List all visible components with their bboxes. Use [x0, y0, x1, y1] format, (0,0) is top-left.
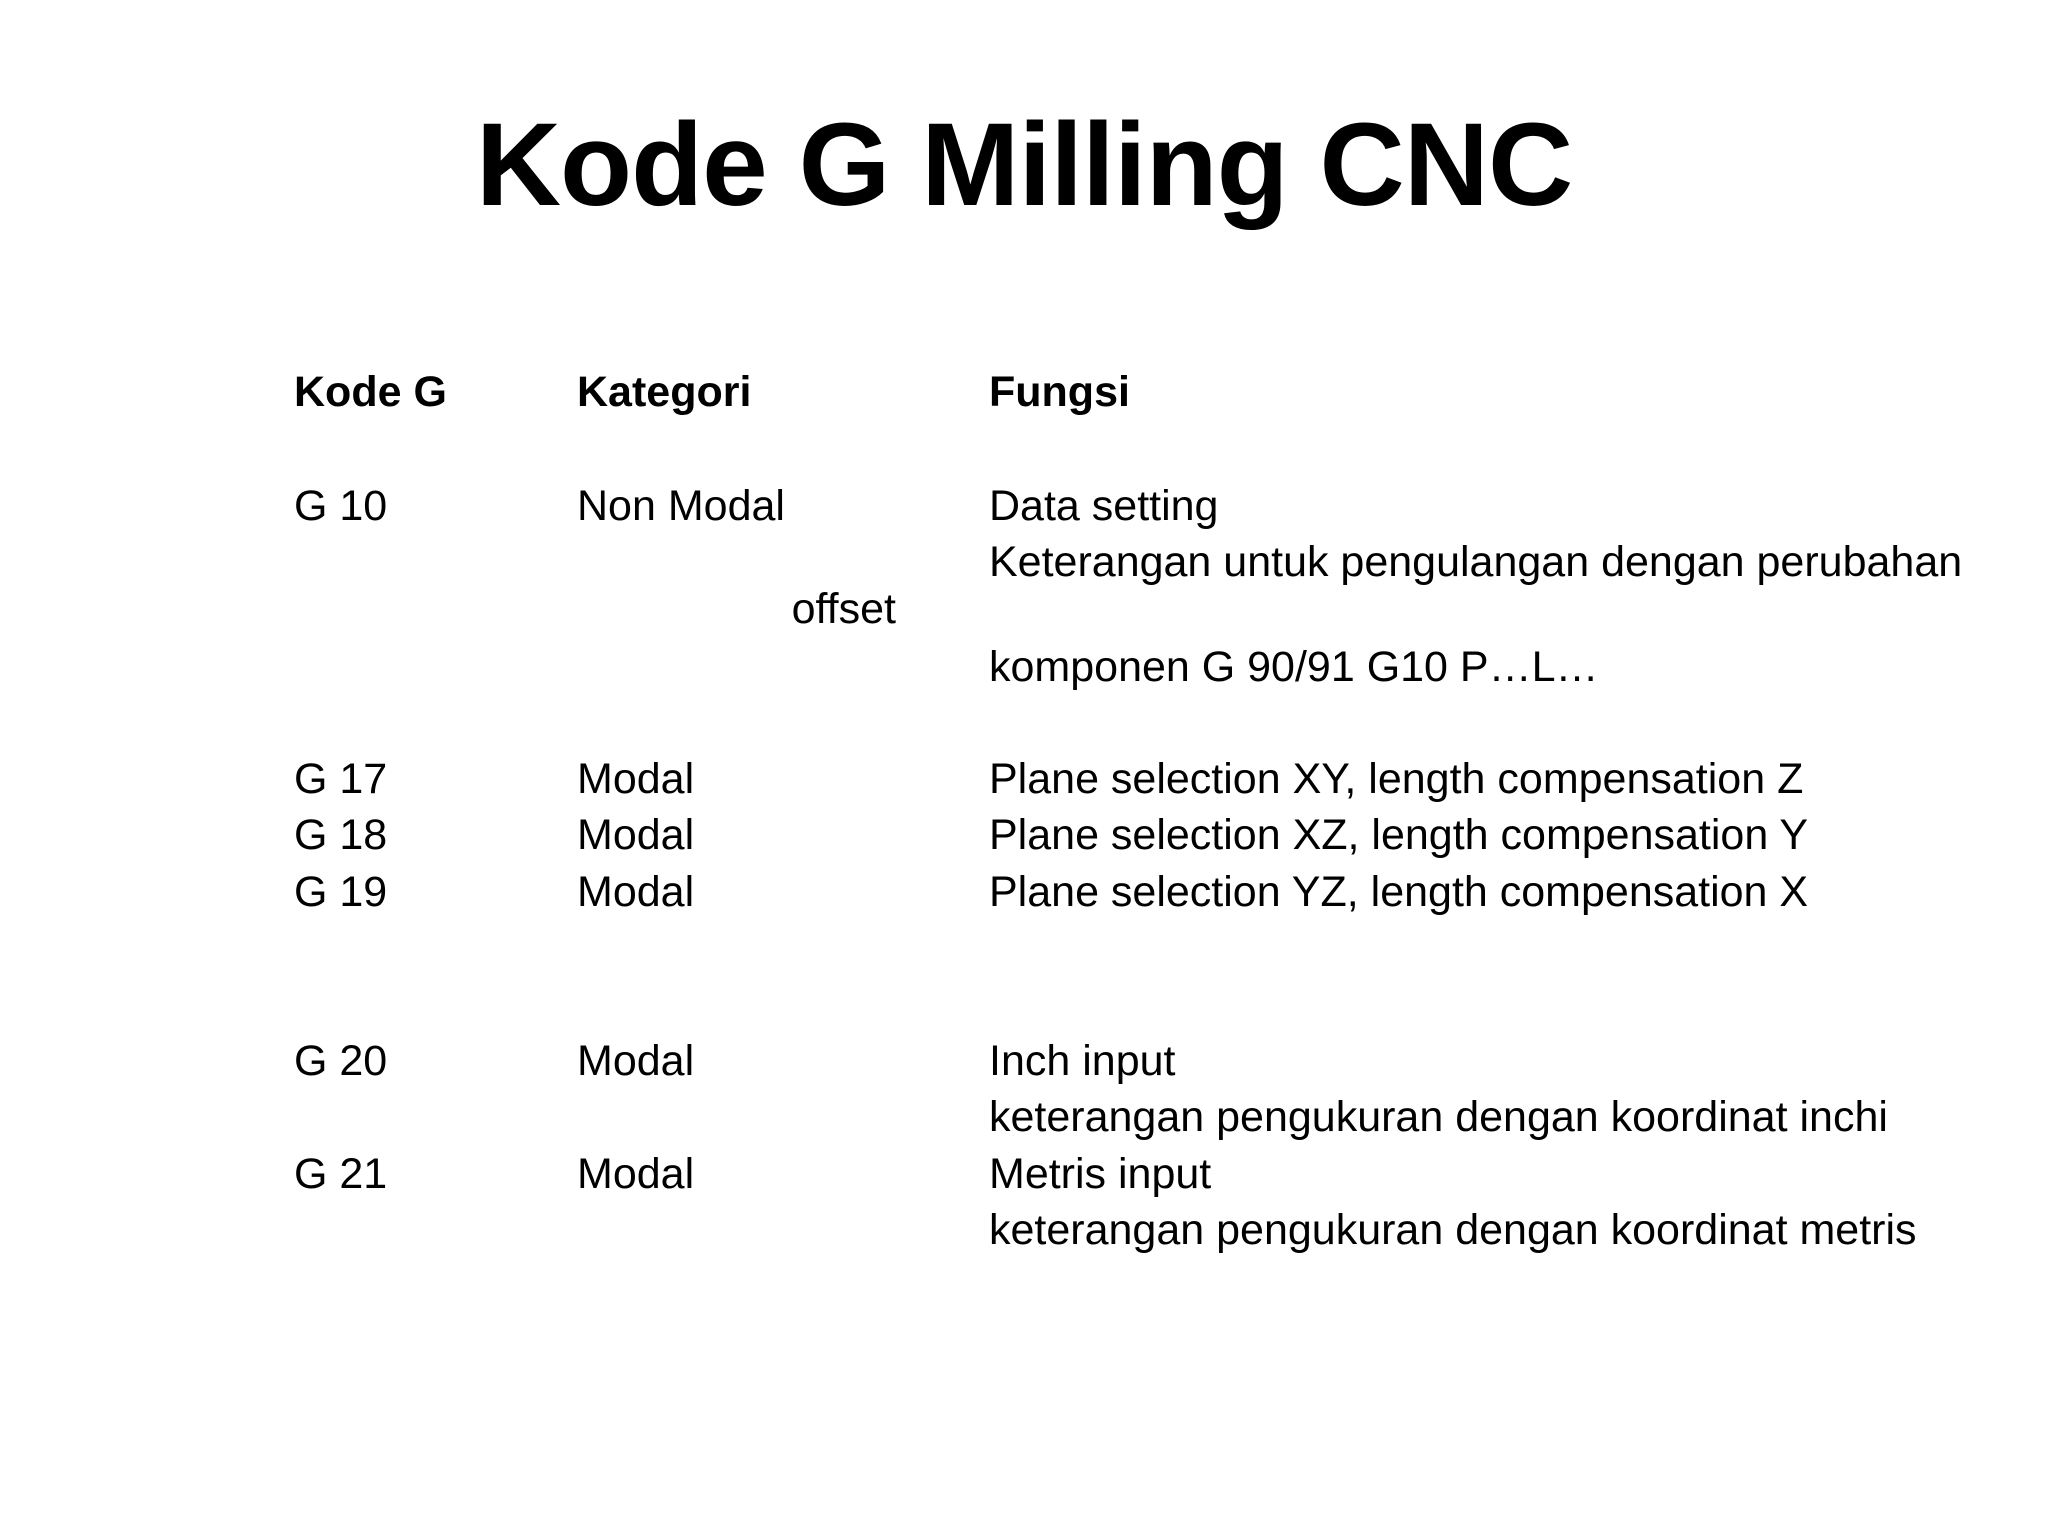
row-g20-code: G 20 — [294, 1037, 388, 1085]
row-g10-description-line1: Keterangan untuk pengulangan dengan perubahan — [989, 538, 1963, 586]
row-g10-code: G 10 — [294, 482, 388, 530]
row-g10-function: Data setting — [989, 482, 1219, 530]
row-g17-code: G 17 — [294, 755, 388, 803]
row-g10-category: Non Modal — [577, 482, 785, 530]
row-g17-function: Plane selection XY, length compensation Z — [989, 755, 1804, 803]
row-g18-category: Modal — [577, 811, 695, 859]
header-kode-g: Kode G — [294, 368, 447, 416]
row-g10-description-wrap: offset — [791, 585, 896, 633]
header-fungsi: Fungsi — [989, 368, 1130, 416]
row-g19-code: G 19 — [294, 868, 388, 916]
row-g19-category: Modal — [577, 868, 695, 916]
row-g20-description: keterangan pengukuran dengan koordinat inchi — [989, 1093, 1888, 1141]
row-g10-description-line2: komponen G 90/91 G10 P…L… — [989, 643, 1599, 691]
row-g19-function: Plane selection YZ, length compensation X — [989, 868, 1809, 916]
row-g21-description: keterangan pengukuran dengan koordinat metris — [989, 1206, 1917, 1254]
row-g20-category: Modal — [577, 1037, 695, 1085]
header-kategori: Kategori — [577, 368, 752, 416]
row-g17-category: Modal — [577, 755, 695, 803]
row-g21-function: Metris input — [989, 1150, 1212, 1198]
row-g18-code: G 18 — [294, 811, 388, 859]
row-g21-category: Modal — [577, 1150, 695, 1198]
row-g20-function: Inch input — [989, 1037, 1176, 1085]
row-g18-function: Plane selection XZ, length compensation Y — [989, 811, 1809, 859]
slide-title: Kode G Milling CNC — [475, 99, 1573, 231]
row-g21-code: G 21 — [294, 1150, 388, 1198]
